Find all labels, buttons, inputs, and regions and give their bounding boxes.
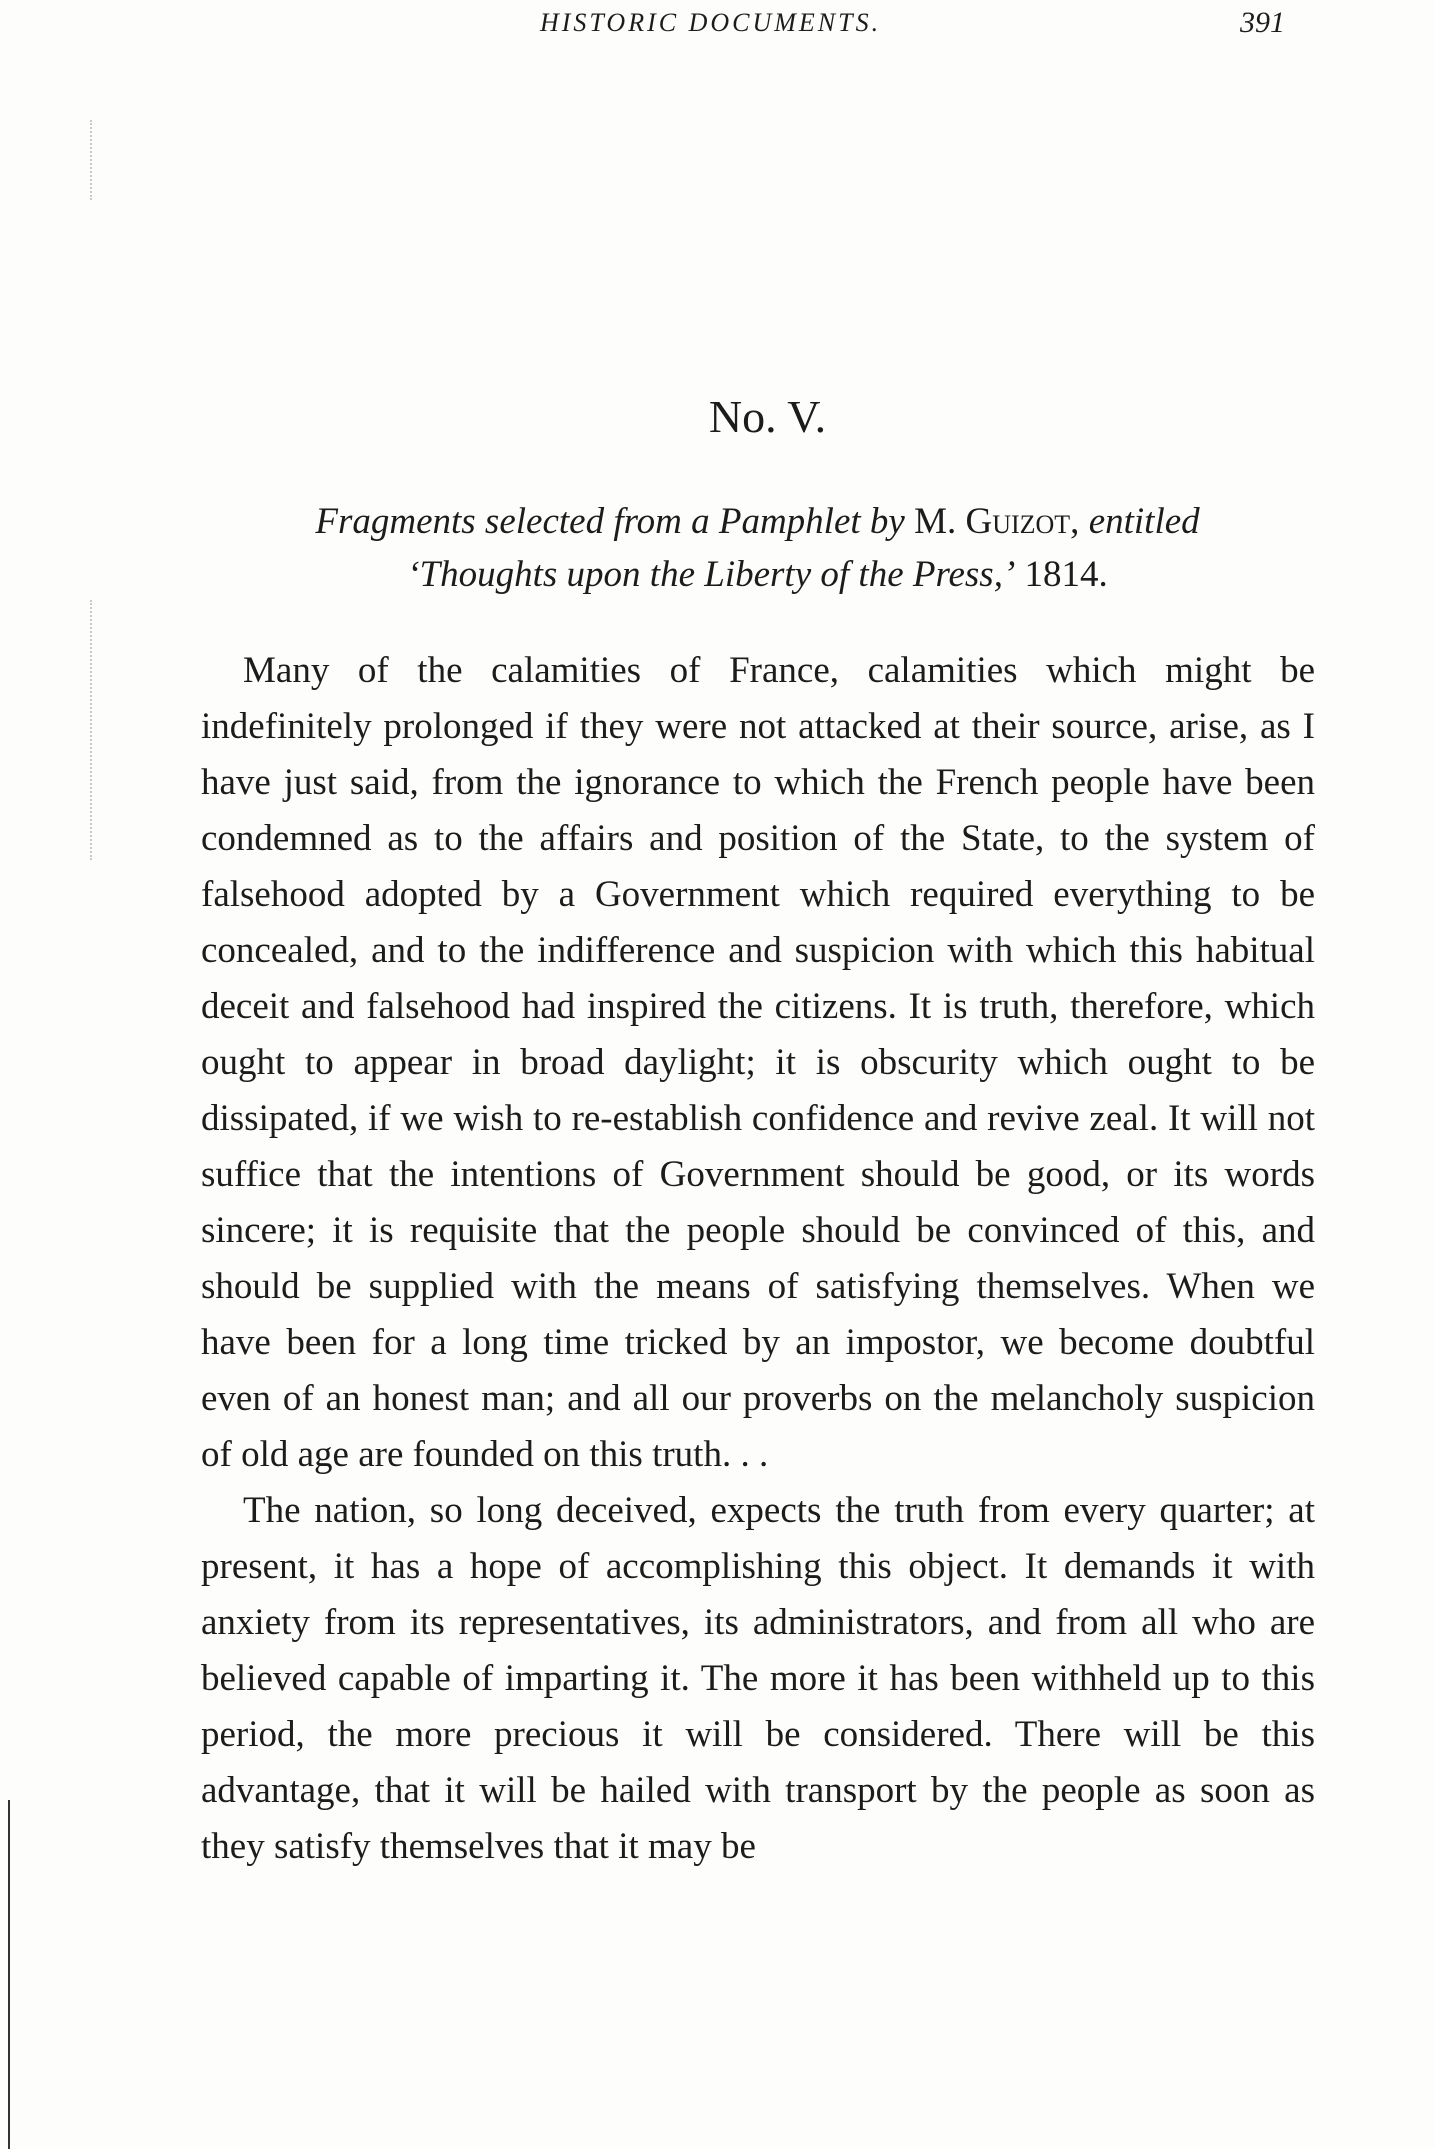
running-head: HISTORIC DOCUMENTS. [540, 8, 882, 37]
pamphlet-year: 1814. [1024, 554, 1108, 595]
document-subtitle [200, 495, 1315, 601]
paragraph-2: The nation, so long deceived, expects the truth from every quarter; at present, it has a hope of accomplishing this object. It demands it with anxiety from its representatives, its administrators, and from all who are believed capable of imparting it. The more it has been withheld up to this period, the more precious it will be considered. There will be this advantage, that it will be hailed with transport by the people as soon as they satisfy themselves that it may be [201, 1490, 1315, 1867]
subtitle-entitled: entitled [1088, 501, 1200, 542]
paragraph-1: Many of the calamities of France, calamities which might be indefinitely prolonged if they were not attacked at their source, arise, as I have just said, from the ignorance to which the French people have been condemned as to the affairs and position of the State, to the system of falsehood adopted by a Government which required everything to be concealed, and to the indifference and suspicion with which this habitual deceit and falsehood had inspired the citizens. It is truth, therefore, which ought to appear in broad daylight; it is obscurity which ought to be dissipated, if we wish to re-establish confidence and revive zeal. It will not suffice that the intentions of Government should be good, or its words sincere; it is requisite that the people should be convinced of this, and should be supplied with the means of satisfying themselves. When we have been for a long time tricked by an impostor, we become doubtful even of an honest man; and all our proverbs on the melancholy suspicion of old age are founded on this truth. . . [201, 650, 1315, 1475]
page-number: 391 [1240, 6, 1285, 39]
pamphlet-title: ‘Thoughts upon the Liberty of the Press,’ [407, 554, 1016, 595]
margin-scan-speckle [90, 120, 142, 200]
margin-scan-line [8, 1800, 10, 2149]
author-prefix: M. [914, 501, 957, 542]
body-text [201, 643, 1315, 1875]
subtitle-intro: Fragments selected from a Pamphlet by [315, 501, 905, 542]
document-number: No. V. [708, 391, 827, 442]
author-name: Guizot, [965, 501, 1080, 542]
margin-scan-speckle [90, 600, 142, 860]
